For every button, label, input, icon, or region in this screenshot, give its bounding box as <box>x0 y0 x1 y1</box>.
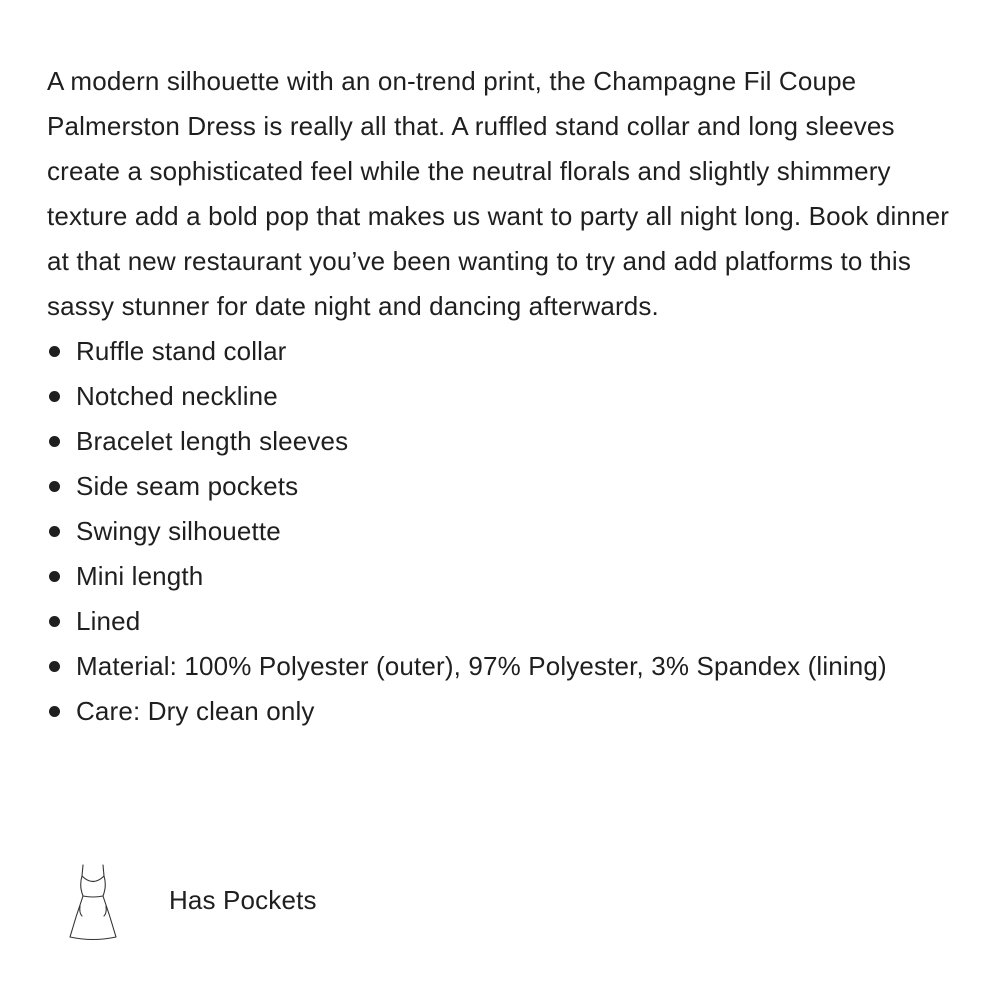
feature-item <box>47 599 972 644</box>
product-description: A modern silhouette with an on-trend print, the Champagne Fil Coupe Palmerston Dress is really all that. A ruffled stand collar and long sleeves create a sophisticated feel while the neutral florals and slightly shimmery texture add a bold pop that makes us want to party all night long. Book dinner at that new restaurant you’ve been wanting to try and add platforms to this sassy stunner for date night and dancing afterwards. <box>47 66 950 321</box>
feature-item <box>47 374 972 419</box>
bullet-icon <box>49 661 60 672</box>
feature-text: Notched neckline <box>76 381 278 411</box>
bullet-icon <box>49 526 60 537</box>
bullet-icon <box>49 616 60 627</box>
feature-item <box>47 689 972 734</box>
feature-item <box>47 509 972 554</box>
bullet-icon <box>49 346 60 357</box>
feature-text: Ruffle stand collar <box>76 336 287 366</box>
bullet-icon <box>49 571 60 582</box>
feature-item <box>47 464 972 509</box>
feature-text: Material: 100% Polyester (outer), 97% Polyester, 3% Spandex (lining) <box>76 651 887 681</box>
bullet-icon <box>49 436 60 447</box>
has-pockets-label: Has Pockets <box>169 885 317 915</box>
bullet-icon <box>49 481 60 492</box>
feature-text: Lined <box>76 606 141 636</box>
feature-item <box>47 419 972 464</box>
has-pockets-badge <box>62 858 462 948</box>
feature-item <box>47 329 972 374</box>
dress-with-pockets-icon <box>62 858 124 942</box>
feature-text: Care: Dry clean only <box>76 696 315 726</box>
feature-item <box>47 644 972 689</box>
bullet-icon <box>49 391 60 402</box>
feature-item <box>47 554 972 599</box>
product-details <box>47 59 972 734</box>
feature-list <box>47 329 972 734</box>
bullet-icon <box>49 706 60 717</box>
feature-text: Bracelet length sleeves <box>76 426 349 456</box>
feature-text: Side seam pockets <box>76 471 299 501</box>
feature-text: Mini length <box>76 561 204 591</box>
feature-text: Swingy silhouette <box>76 516 281 546</box>
